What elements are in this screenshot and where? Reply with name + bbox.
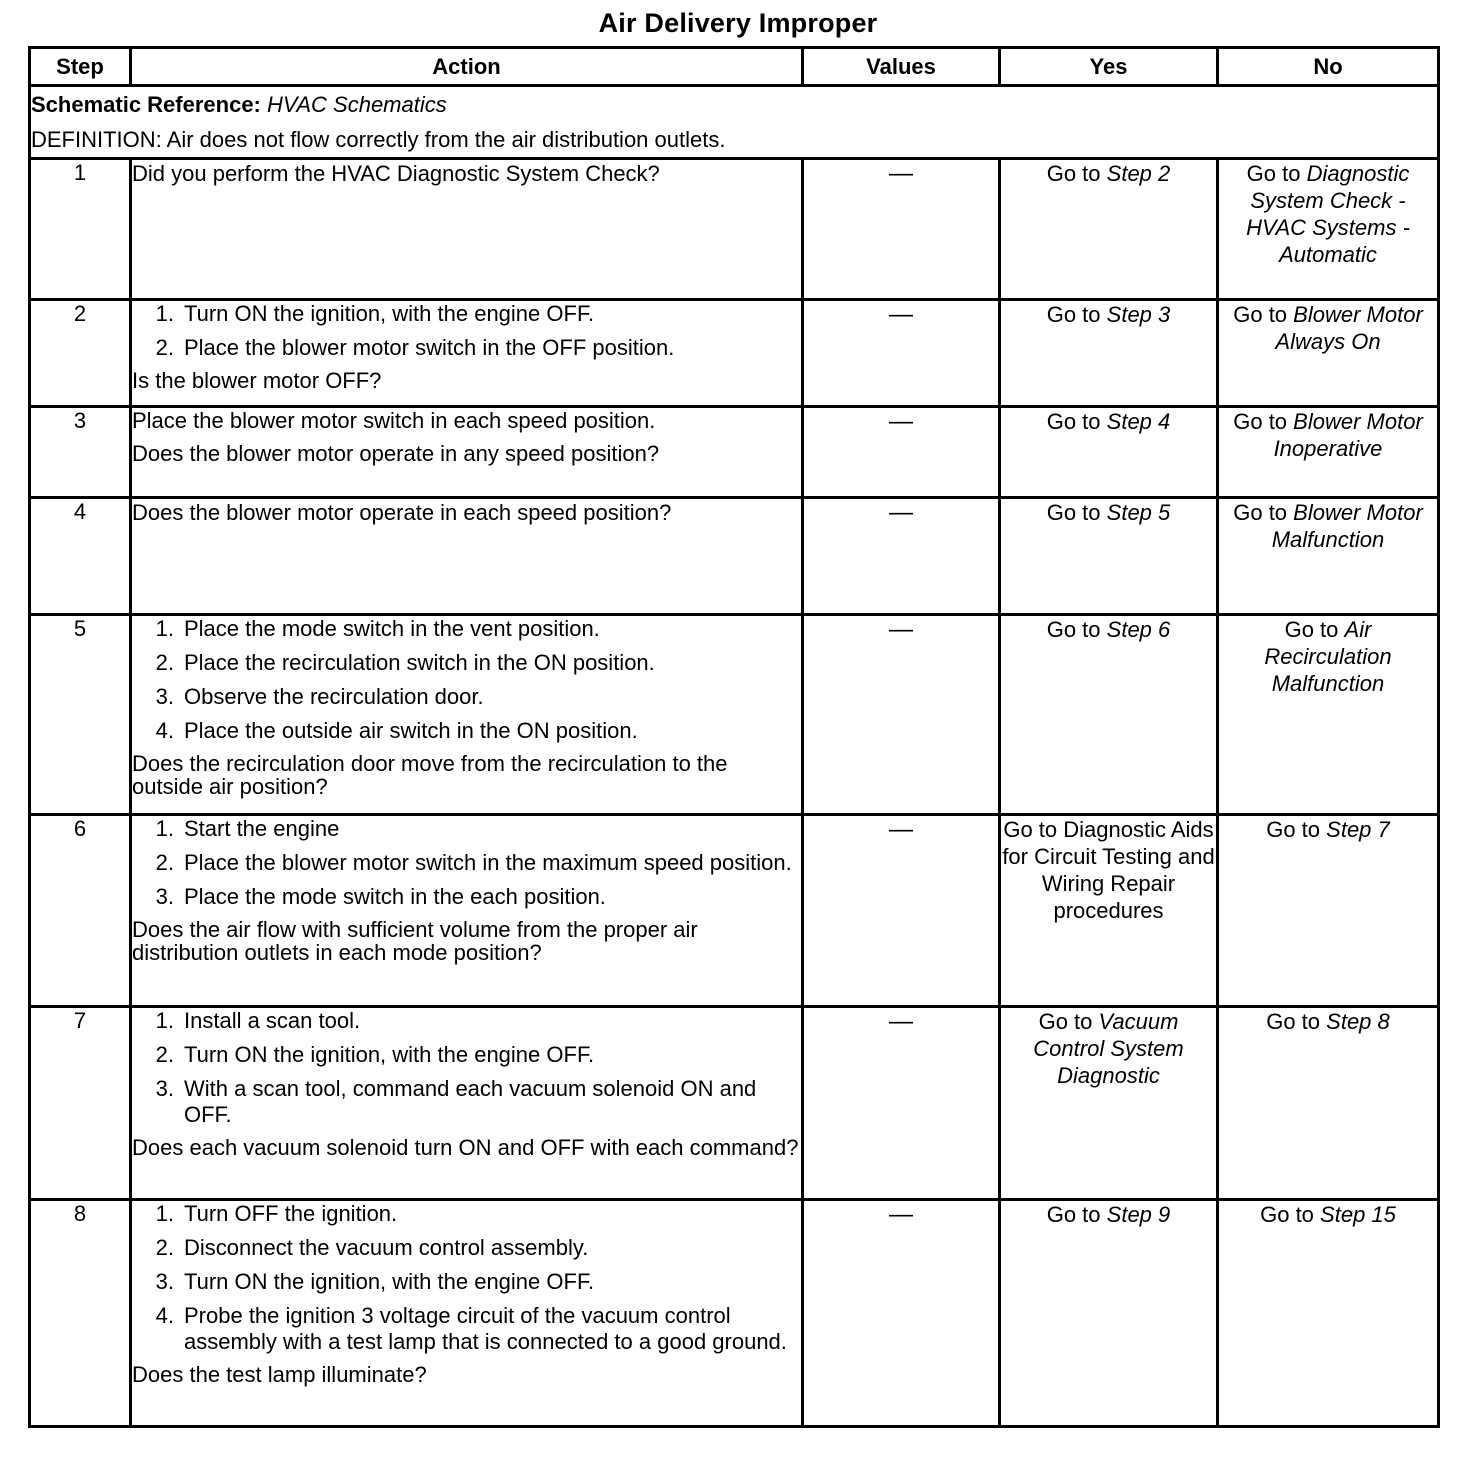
values-cell: — (803, 407, 1000, 498)
action-item-number: 2. (155, 1042, 174, 1067)
action-item-text: Start the engine (184, 816, 340, 841)
values-cell: — (803, 1007, 1000, 1200)
header-step: Step (30, 48, 131, 86)
table-row (30, 407, 1439, 498)
action-item (132, 1008, 801, 1034)
goto-prefix: Go to (1038, 1009, 1093, 1034)
table-row (30, 815, 1439, 1007)
action-item (132, 684, 801, 710)
action-item-text: Place the blower motor switch in the maximum speed position. (184, 850, 792, 875)
schematic-reference-link[interactable]: HVAC Schematics (267, 92, 447, 117)
reference-cell (30, 86, 1439, 159)
action-item-text: Turn ON the ignition, with the engine OFF. (184, 1269, 595, 1294)
table-row (30, 1007, 1439, 1200)
reference-row (30, 86, 1439, 159)
goto-prefix: Go to (1284, 617, 1339, 642)
action-item-number: 3. (155, 1269, 174, 1294)
action-cell (131, 1200, 803, 1427)
values-cell: — (803, 159, 1000, 300)
step-number: 8 (30, 1200, 131, 1427)
goto-prefix: Go to (1046, 1202, 1101, 1227)
table-row (30, 300, 1439, 407)
step-number: 7 (30, 1007, 131, 1200)
table-row (30, 1200, 1439, 1427)
step-number: 4 (30, 498, 131, 615)
action-item-number: 1. (155, 816, 174, 841)
definition-text: DEFINITION: Air does not flow correctly from the air distribution outlets. (31, 127, 726, 152)
action-cell (131, 1007, 803, 1200)
goto-prefix: Go to (1233, 409, 1288, 434)
action-cell (131, 159, 803, 300)
goto-link[interactable]: Step 3 (1106, 302, 1171, 327)
goto-link[interactable]: Step 8 (1326, 1009, 1390, 1034)
goto-link[interactable]: Step 2 (1106, 161, 1171, 186)
values-cell: — (803, 1200, 1000, 1427)
action-item-text: Place the mode switch in the vent position. (184, 616, 600, 641)
action-question: Does the blower motor operate in any speed position? (132, 441, 660, 466)
header-no: No (1218, 48, 1439, 86)
action-item-text: Place the mode switch in the each position. (184, 884, 606, 909)
schematic-reference-label: Schematic Reference: (31, 92, 261, 117)
action-item-number: 1. (155, 301, 174, 326)
goto-link[interactable]: Step 5 (1106, 500, 1171, 525)
values-cell: — (803, 498, 1000, 615)
diagnostic-table (28, 46, 1440, 1428)
no-cell (1218, 1007, 1439, 1200)
action-item-number: 3. (155, 684, 174, 709)
action-item (132, 718, 801, 744)
goto-link[interactable]: Blower Motor Always On (1275, 302, 1423, 354)
action-question: Does the test lamp illuminate? (132, 1362, 427, 1387)
table-row (30, 498, 1439, 615)
goto-link[interactable]: Step 6 (1106, 617, 1171, 642)
action-item (132, 1269, 801, 1295)
yes-cell (1000, 615, 1218, 815)
action-cell (131, 615, 803, 815)
yes-cell (1000, 300, 1218, 407)
action-item-text: Place the recirculation switch in the ON position. (184, 650, 655, 675)
action-line: Place the blower motor switch in each speed position. (132, 408, 656, 433)
action-question: Is the blower motor OFF? (132, 368, 382, 393)
goto-link[interactable]: Blower Motor Inoperative (1273, 409, 1423, 461)
action-item-number: 1. (155, 1008, 174, 1033)
action-cell (131, 498, 803, 615)
action-item-text: Turn ON the ignition, with the engine OFF. (184, 1042, 595, 1067)
header-yes: Yes (1000, 48, 1218, 86)
action-item-number: 1. (155, 1201, 174, 1226)
action-question: Does the blower motor operate in each speed position? (132, 500, 672, 525)
step-number: 5 (30, 615, 131, 815)
yes-cell (1000, 407, 1218, 498)
header-action: Action (131, 48, 803, 86)
no-cell (1218, 498, 1439, 615)
no-cell (1218, 615, 1439, 815)
yes-cell (1000, 1007, 1218, 1200)
goto-prefix: Go to (1260, 1202, 1314, 1227)
no-cell (1218, 407, 1439, 498)
table-row (30, 615, 1439, 815)
goto-prefix: Go to (1266, 1009, 1321, 1034)
values-cell: — (803, 615, 1000, 815)
action-item-number: 4. (155, 718, 174, 743)
goto-prefix: Go to (1046, 302, 1101, 327)
no-cell (1218, 159, 1439, 300)
goto-prefix: Go to (1046, 617, 1101, 642)
goto-link[interactable]: Blower Motor Malfunction (1271, 500, 1423, 552)
goto-link[interactable]: Step 7 (1326, 817, 1390, 842)
action-item (132, 1076, 801, 1128)
goto-link[interactable]: Step 15 (1320, 1202, 1396, 1227)
action-item (132, 335, 801, 361)
action-item-text: Turn OFF the ignition. (184, 1201, 398, 1226)
action-item-number: 3. (155, 884, 174, 909)
action-cell (131, 300, 803, 407)
table-row (30, 159, 1439, 300)
action-item (132, 1201, 801, 1227)
step-number: 2 (30, 300, 131, 407)
action-item-text: Disconnect the vacuum control assembly. (184, 1235, 589, 1260)
no-cell (1218, 1200, 1439, 1427)
no-cell (1218, 300, 1439, 407)
action-item (132, 1235, 801, 1261)
yes-cell (1000, 1200, 1218, 1427)
action-item (132, 650, 801, 676)
action-cell (131, 815, 803, 1007)
action-question: Does each vacuum solenoid turn ON and OFF with each command? (132, 1135, 799, 1160)
goto-prefix: Go to (1246, 161, 1301, 186)
action-item-text: With a scan tool, command each vacuum solenoid ON and OFF. (184, 1076, 757, 1127)
action-item (132, 616, 801, 642)
action-item-number: 3. (155, 1076, 174, 1101)
action-item (132, 301, 801, 327)
step-number: 6 (30, 815, 131, 1007)
goto-link[interactable]: Vacuum Control System Diagnostic (1033, 1009, 1184, 1088)
action-item-text: Place the outside air switch in the ON position. (184, 718, 638, 743)
action-item-number: 4. (155, 1303, 174, 1328)
goto-prefix: Go to (1046, 500, 1101, 525)
action-item-number: 2. (155, 850, 174, 875)
action-item-text: Observe the recirculation door. (184, 684, 484, 709)
action-item (132, 850, 801, 876)
goto-prefix: Go to (1233, 500, 1288, 525)
values-cell: — (803, 815, 1000, 1007)
goto-link[interactable]: Step 4 (1106, 409, 1171, 434)
goto-text: Go to Diagnostic Aids for Circuit Testing and Wiring Repair procedures (1002, 817, 1215, 923)
action-cell (131, 407, 803, 498)
step-number: 3 (30, 407, 131, 498)
header-values: Values (803, 48, 1000, 86)
step-number: 1 (30, 159, 131, 300)
goto-prefix: Go to (1266, 817, 1321, 842)
action-item (132, 1042, 801, 1068)
goto-link[interactable]: Air Recirculation Malfunction (1264, 617, 1392, 696)
no-cell (1218, 815, 1439, 1007)
action-item-text: Turn ON the ignition, with the engine OFF. (184, 301, 595, 326)
yes-cell (1000, 159, 1218, 300)
action-question: Does the air flow with sufficient volume from the proper air distribution outlets in each mode position? (132, 917, 698, 965)
yes-cell (1000, 498, 1218, 615)
action-item-number: 2. (155, 650, 174, 675)
action-item-text: Install a scan tool. (184, 1008, 361, 1033)
goto-link[interactable]: Step 9 (1106, 1202, 1171, 1227)
action-item-text: Place the blower motor switch in the OFF position. (184, 335, 675, 360)
header-row (30, 48, 1439, 86)
goto-link[interactable]: Diagnostic System Check - HVAC Systems - Automatic (1246, 161, 1410, 267)
action-item (132, 884, 801, 910)
goto-prefix: Go to (1233, 302, 1288, 327)
action-item-number: 2. (155, 1235, 174, 1260)
action-item (132, 1303, 801, 1355)
yes-cell (1000, 815, 1218, 1007)
action-item-number: 2. (155, 335, 174, 360)
goto-prefix: Go to (1046, 409, 1101, 434)
action-question: Did you perform the HVAC Diagnostic System Check? (132, 161, 660, 186)
values-cell: — (803, 300, 1000, 407)
action-item-text: Probe the ignition 3 voltage circuit of the vacuum control assembly with a test lamp that is connected to a good ground. (184, 1303, 787, 1354)
goto-prefix: Go to (1046, 161, 1101, 186)
page-title: Air Delivery Improper (598, 8, 878, 38)
action-question: Does the recirculation door move from the recirculation to the outside air position? (132, 751, 728, 799)
action-item-number: 1. (155, 616, 174, 641)
action-item (132, 816, 801, 842)
